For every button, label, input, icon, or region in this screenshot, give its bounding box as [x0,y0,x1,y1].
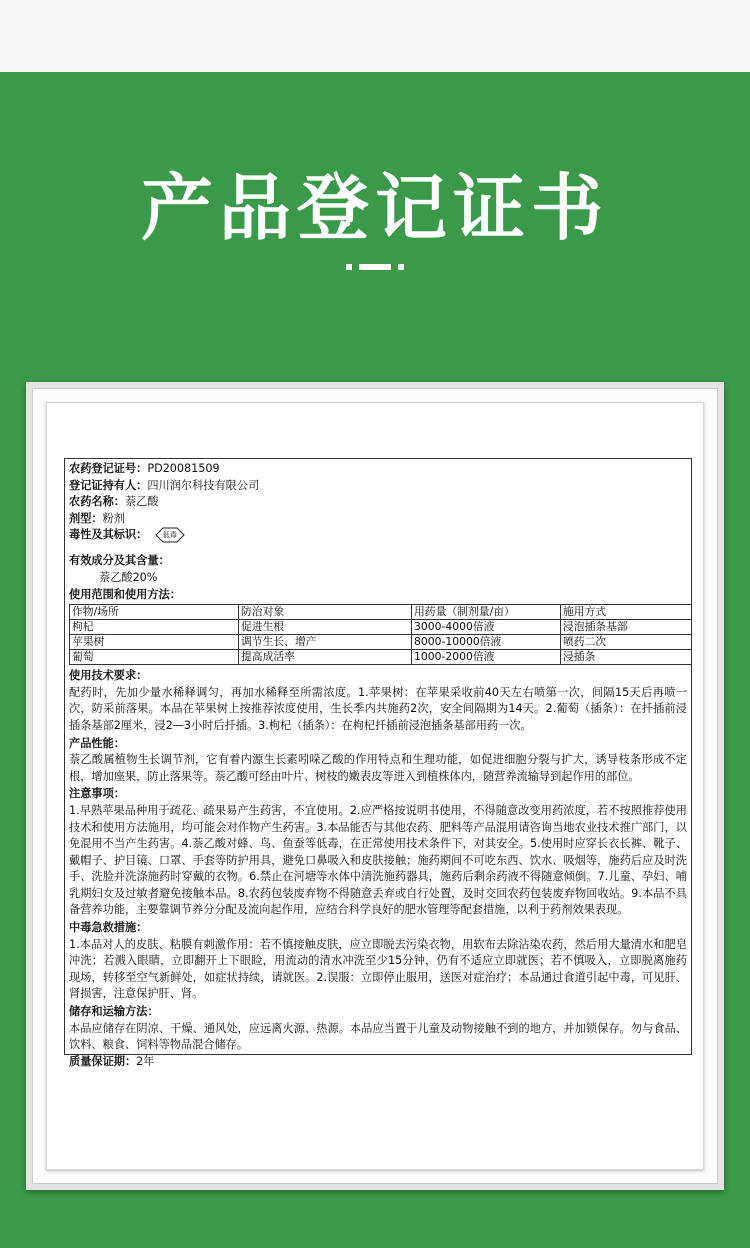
storage-label: 储存和运输方法： [69,1005,159,1019]
table-row: 葡萄 提高成活率 1000-2000倍液 浸插条 [70,650,692,665]
perf-label: 产品性能： [69,736,125,750]
aid-label: 中毒急救措施： [69,921,148,935]
table-row: 枸杞 促进生根 3000-4000倍液 浸泡插条基部 [70,620,692,635]
usage-label: 使用范围和使用方法： [69,587,181,601]
low-toxicity-badge-icon: 低毒 [155,527,185,543]
notes-text: 1.早熟苹果品种用于疏花、疏果易产生药害，不宜使用。2.应严格按说明书使用，不得随意改变用药浓度，若不按照推荐使用技术和使用方法施用，均可能会对作物产生药害。3.本品能否与其他农药、肥料等产品混用请咨询当地农业技术推广部门，以免混用不当产生药害。4.萘乙酸对蜂、鸟、鱼蚕等低毒，在正常使用技术条件下，对其安全。5.使用时应穿长衣长裤、靴子、戴帽子、护目镜、口罩、手套等防护用具，避免口鼻吸入和皮肤接触；施药期间不可吃东西、饮水、吸烟等，施药后应及时洗手、洗脸并洗涤施药时穿戴的衣物。6.禁止在河塘等水体中清洗施药器具，施药后剩余药液不得随意倾倒。7.儿童、孕妇、哺乳期妇女及过敏者避免接触本品。8.农药包装废弃物不得随意丢弃或自行处置，及时交回农药包装废弃物回收站。9.本品不具备营养功能，主要靠调节养分分配及流向起作用，应结合科学良好的肥水管理等配套措施，以利于药剂效果表现。 [69,803,687,917]
holder-value: 四川润尔科技有限公司 [147,478,260,492]
ingredient-label: 有效成分及其含量： [69,554,170,568]
reg-no-row: 农药登记证号：PD20081509 [69,462,220,475]
tech-text: 配药时，先加少量水稀释调匀，再加水稀释至所需浓度。1.苹果树：在苹果采收前40天左右喷第一次，间隔15天后再喷一次，防采前落果。本品在苹果树上按推荐浓度使用，生长季内共施药2次，安全间隔期为14天。2.葡萄（插条）：在扦插前浸插条基部2厘米，浸2—3小时后扦插。3.枸杞（插条）：在枸杞扦插前浸泡插条基部用药一次。 [69,685,687,732]
shelf-value: 2年 [136,1054,155,1068]
holder-row: 登记证持有人：四川润尔科技有限公司 [69,478,260,492]
title-divider [346,264,404,270]
ingredient-value: 萘乙酸20% [99,570,158,584]
divider-bar [359,264,391,270]
divider-dot-left [346,264,352,270]
divider-dot-right [398,264,404,270]
top-strip [0,0,750,72]
notes-label: 注意事项： [69,787,125,801]
table-row: 苹果树 调节生长、增产 8000-10000倍液 喷药二次 [70,635,692,650]
toxicity-row: 毒性及其标识： 低毒 [69,527,687,547]
name-row: 农药名称：萘乙酸 [69,495,159,509]
aid-text: 1.本品对人的皮肤、粘膜有刺激作用：若不慎接触皮肤，应立即脱去污染衣物，用软布去除沾染农药，然后用大量清水和肥皂冲洗；若溅入眼睛，立即翻开上下眼睑，用流动的清水冲洗至少15分钟，仍有不适应立即就医；若不慎吸入，立即脱离施药现场，转移至空气新鲜处，如症状持续，请就医。2.误服：立即停止服用，送医对症治疗；本品通过食道引起中毒，可见肝、肾损害，注意保护肝、肾。 [69,937,687,1001]
usage-table [69,604,692,665]
page-title: 产品登记证书 [140,166,609,250]
reg-no-value: PD20081509 [147,462,220,475]
perf-text: 萘乙酸属植物生长调节剂，它有着内源生长素吲哚乙酸的作用特点和生理功能，如促进细胞分裂与扩大，诱导枝条形成不定根，增加座果，防止落果等。萘乙酸可经由叶片、树枝的嫩表皮等进入到植株体内，随营养流输导到起作用的部位。 [69,753,687,783]
shelf-row: 质量保证期：2年 [69,1054,155,1068]
name-value: 萘乙酸 [124,495,159,509]
form-value: 粉剂 [102,511,125,525]
table-header-row: 作物/场所 防治对象 用药量（制剂量/亩） 施用方式 [70,605,692,620]
certificate-document [64,458,692,1068]
form-row: 剂型：粉剂 [69,511,125,525]
tech-label: 使用技术要求： [69,669,148,683]
storage-text: 本品应储存在阴凉、干燥、通风处，应远离火源、热源。本品应当置于儿童及动物接触不到的地方，并加锁保存。勿与食品、饮料、粮食、饲料等物品混合储存。 [69,1021,687,1052]
